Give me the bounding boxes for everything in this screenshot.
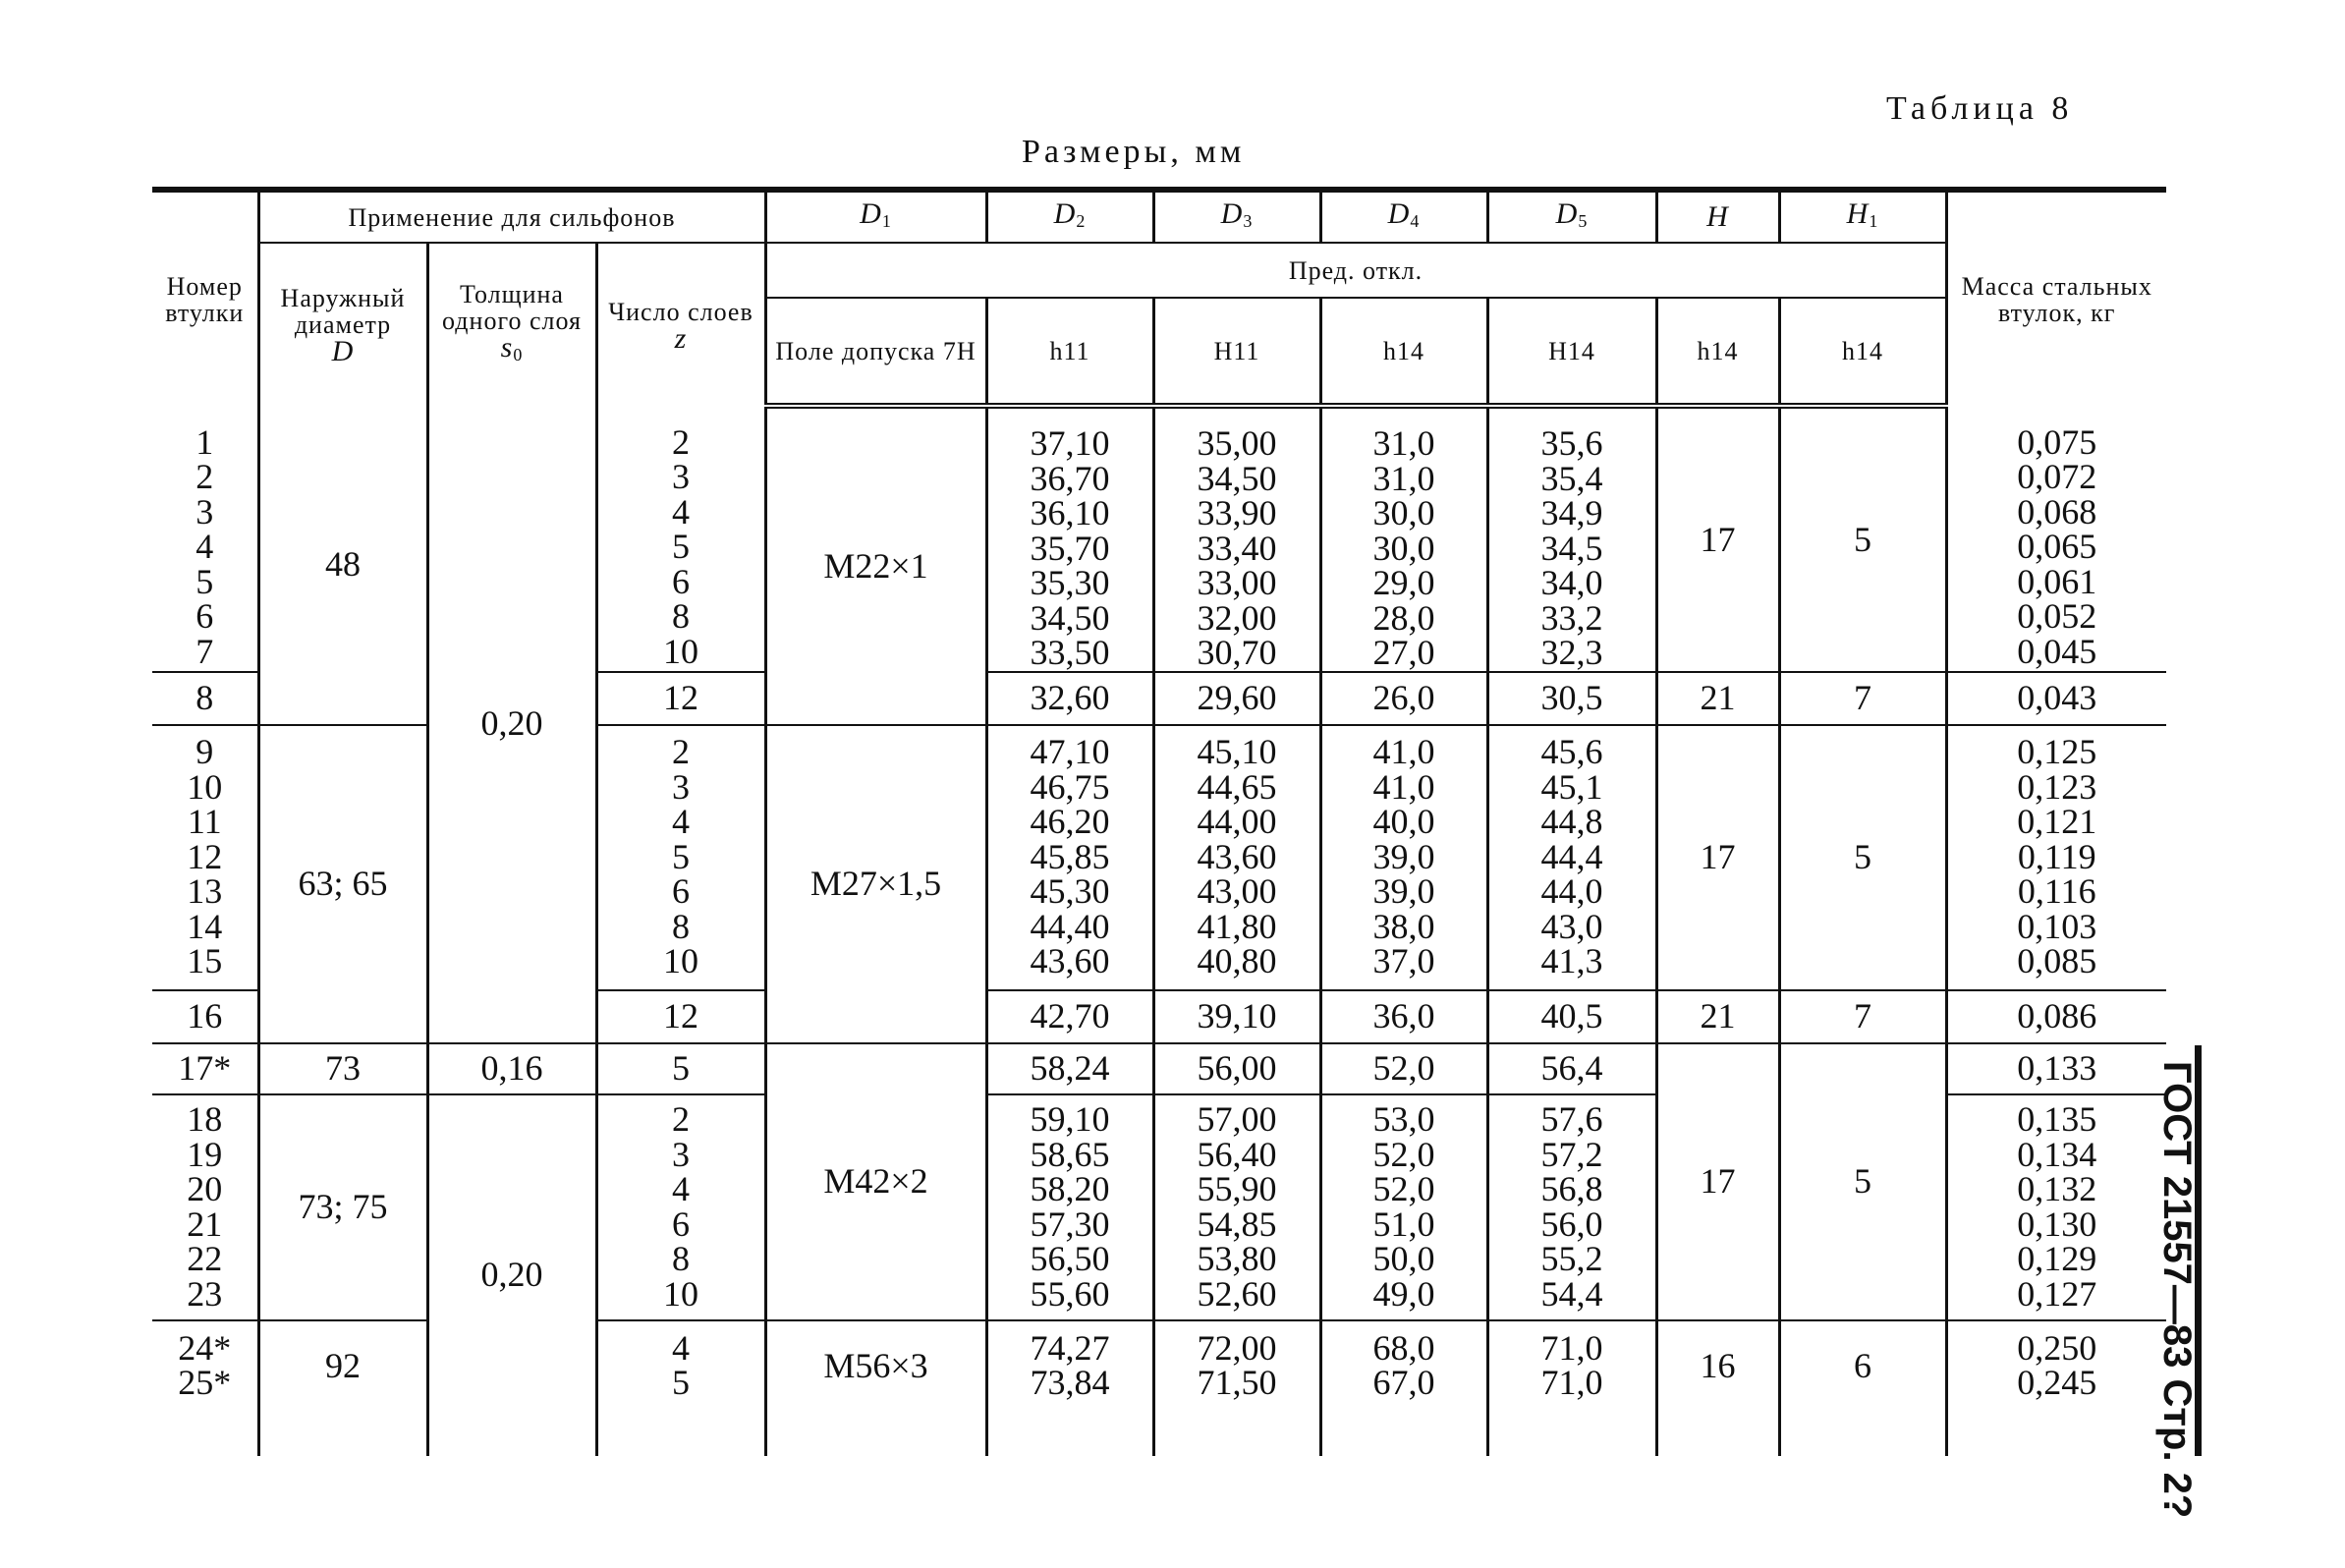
d3-value: 57,00 56,40 55,90 54,85 53,80 52,60 [1153,1094,1320,1320]
layer-count: 2 3 4 6 8 10 [596,1094,765,1320]
header-item-number: Номер втулки [152,190,258,406]
layer-count: 12 [596,672,765,725]
table-number-label: Таблица 8 [1886,90,2074,127]
d4-value: 52,0 [1320,1043,1487,1094]
thread-d1: M42×2 [765,1043,986,1320]
d2-value: 42,70 [986,990,1153,1043]
d5-value: 71,0 71,0 [1487,1320,1656,1456]
item-number: 24* 25* [152,1320,258,1456]
h1-value: 7 [1779,672,1946,725]
layer-count: 5 [596,1043,765,1094]
d3-value: 39,10 [1153,990,1320,1043]
header-mass: Масса стальных втулок, кг [1946,190,2166,406]
mass-value: 0,086 [1946,990,2166,1043]
item-number: 17* [152,1043,258,1094]
header-tolerance: Пред. откл. [765,243,1946,298]
d2-value: 74,27 73,84 [986,1320,1153,1456]
d5-value: 56,4 [1487,1043,1656,1094]
mass-value: 0,250 0,245 [1946,1320,2166,1456]
header-h: H [1656,190,1779,243]
h-value: 21 [1656,990,1779,1043]
d2-value: 32,60 [986,672,1153,725]
d2-value: 58,24 [986,1043,1153,1094]
d4-value: 41,0 41,0 40,0 39,0 39,0 38,0 37,0 [1320,725,1487,990]
table-row [152,1043,2166,1094]
thread-d1: M27×1,5 [765,725,986,1043]
header-d4: $D_4$ [1320,190,1487,243]
item-number: 9 10 11 12 13 14 15 [152,725,258,990]
d4-value: 26,0 [1320,672,1487,725]
header-h-tolerance: h14 [1656,298,1779,406]
header-thickness: Толщина одного слоя $s_0$ [427,243,596,406]
header-h1: $H_1$ [1779,190,1946,243]
h1-value: 5 [1779,1043,1946,1320]
header-d2-tolerance: h11 [986,298,1153,406]
h-value: 21 [1656,672,1779,725]
item-number: 1 2 3 4 5 6 7 [195,421,214,671]
header-d5: $D_5$ [1487,190,1656,243]
d4-value: 68,0 67,0 [1320,1320,1487,1456]
thread-d1: M22×1 [765,406,986,725]
outer-diameter: 73 [258,1043,427,1094]
mass-value: 0,075 0,072 0,068 0,065 0,061 0,052 0,045 [1946,406,2166,672]
header-d3-tolerance: H11 [1153,298,1320,406]
table-caption: Размеры, мм [1022,134,1246,170]
d3-value: 56,00 [1153,1043,1320,1094]
header-d5-tolerance: H14 [1487,298,1656,406]
outer-diameter: 48 [258,406,427,725]
d5-value: 40,5 [1487,990,1656,1043]
table-row [152,406,2166,672]
d5-value: 35,6 35,4 34,9 34,5 34,0 33,2 32,3 [1487,406,1656,672]
table-body [152,406,2166,1456]
h-value: 16 [1656,1320,1779,1456]
header-d3: $D_3$ [1153,190,1320,243]
h-value: 17 [1656,1043,1779,1320]
outer-diameter: 63; 65 [258,725,427,1043]
layer-count: 4 5 [596,1320,765,1456]
d2-value: 47,10 46,75 46,20 45,85 45,30 44,40 43,60 [986,725,1153,990]
thread-d1: M56×3 [765,1320,986,1456]
d5-value: 30,5 [1487,672,1656,725]
d4-value: 53,0 52,0 52,0 51,0 50,0 49,0 [1320,1094,1487,1320]
h1-value: 5 [1779,725,1946,990]
h1-value: 5 [1779,406,1946,672]
item-number: 8 [152,672,258,725]
h-value: 17 [1656,406,1779,672]
d5-value: 57,6 57,2 56,8 56,0 55,2 54,4 [1487,1094,1656,1320]
d3-value: 35,00 34,50 33,90 33,40 33,00 32,00 30,70 [1153,406,1320,672]
mass-value: 0,135 0,134 0,132 0,130 0,129 0,127 [1946,1094,2166,1320]
layer-count: 2 3 4 5 6 8 10 [596,725,765,990]
item-number: 18 19 20 21 22 23 [152,1094,258,1320]
item-number: 16 [152,990,258,1043]
layer-thickness: 0,20 [427,406,596,1043]
layer-count: 2 3 4 5 6 8 10 [596,406,765,672]
d4-value: 36,0 [1320,990,1487,1043]
d4-value: 31,0 31,0 30,0 30,0 29,0 28,0 27,0 [1320,406,1487,672]
header-application: Применение для сильфонов [258,190,765,243]
dimensions-table [152,187,2166,1456]
header-outer-diameter: Наружный диаметр D [258,243,427,406]
outer-diameter: 73; 75 [258,1094,427,1320]
header-d2: $D_2$ [986,190,1153,243]
d2-value: 37,10 36,70 36,10 35,70 35,30 34,50 33,50 [986,406,1153,672]
d5-value: 45,6 45,1 44,8 44,4 44,0 43,0 41,3 [1487,725,1656,990]
table-header [152,190,2166,406]
h1-value: 6 [1779,1320,1946,1456]
d2-value: 59,10 58,65 58,20 57,30 56,50 55,60 [986,1094,1153,1320]
layer-thickness: 0,16 [427,1043,596,1094]
standard-reference: ГОСТ 21557—83 Стр. 2? [2155,1061,2199,1519]
mass-value: 0,125 0,123 0,121 0,119 0,116 0,103 0,085 [1946,725,2166,990]
mass-value: 0,133 [1946,1043,2166,1094]
header-h1-tolerance: h14 [1779,298,1946,406]
header-d1: $D_1$ [765,190,986,243]
header-layers: Число слоев z [596,243,765,406]
h1-value: 7 [1779,990,1946,1043]
d3-value: 29,60 [1153,672,1320,725]
header-d1-tolerance: Поле допуска 7H [765,298,986,406]
layer-count: 12 [596,990,765,1043]
outer-diameter: 92 [258,1320,427,1456]
mass-value: 0,043 [1946,672,2166,725]
header-d4-tolerance: h14 [1320,298,1487,406]
layer-thickness: 0,20 [427,1094,596,1456]
h-value: 17 [1656,725,1779,990]
d3-value: 45,10 44,65 44,00 43,60 43,00 41,80 40,80 [1153,725,1320,990]
d3-value: 72,00 71,50 [1153,1320,1320,1456]
